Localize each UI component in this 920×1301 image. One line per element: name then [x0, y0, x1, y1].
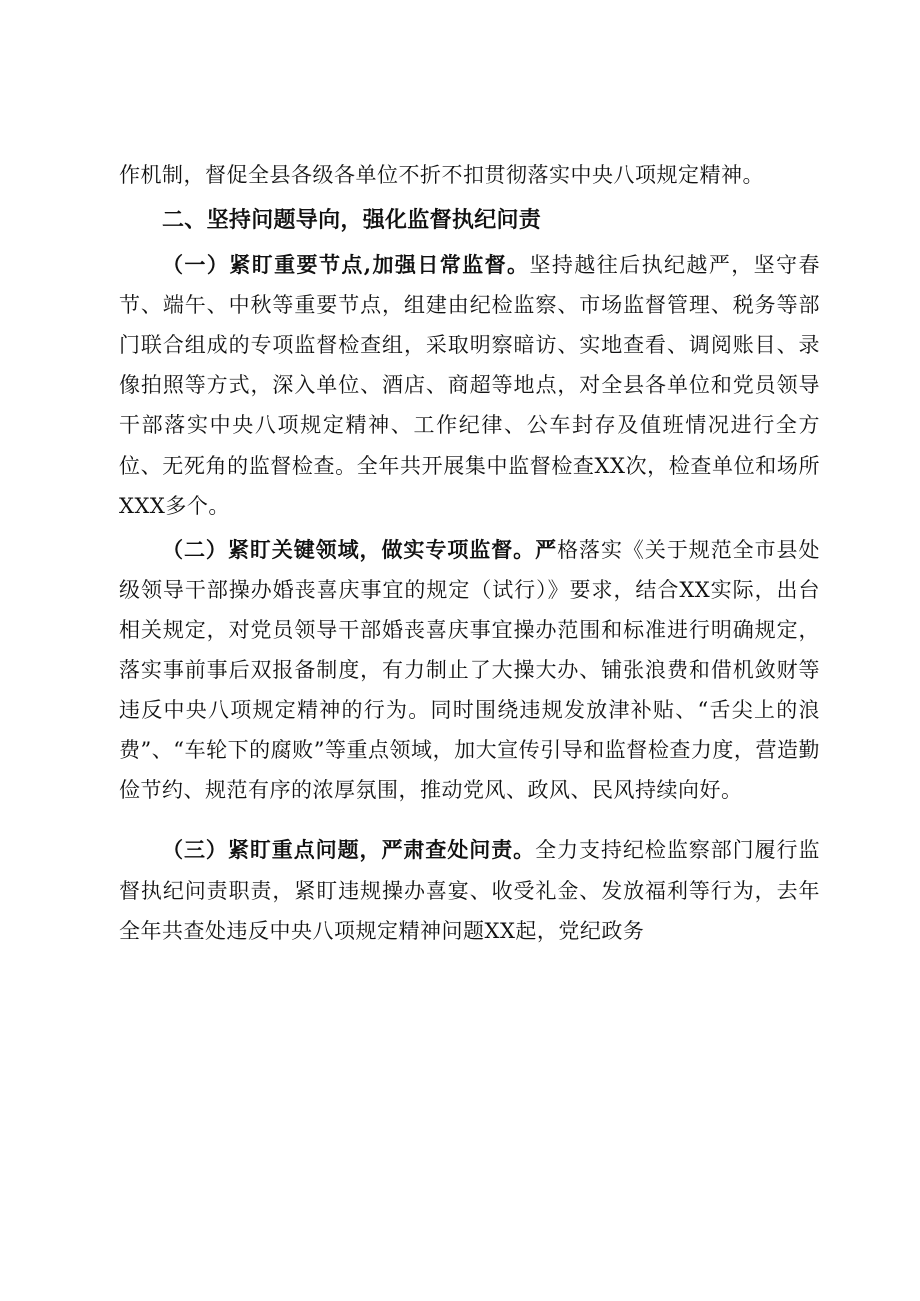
paragraph-2-lead: （二）紧盯关键领域，做实专项监督。严 [162, 536, 558, 562]
paragraph-3 [119, 830, 820, 950]
paragraph-2-body: 格落实《关于规范全市县处级领导干部操办婚丧喜庆事宜的规定（试行）》要求，结合XX实际，出台相关规定，对党员领导干部婚丧喜庆事宜操办范围和标准进行明确规定，落实事前事后双报备制度，有力制止了大操大办、铺张浪费和借机敛财等违反中央八项规定精神的行为。同时围绕违规发放津补贴、“舌尖上的浪费”、“车轮下的腐败”等重点领域，加大宣传引导和监督检查力度，营造勤俭节约、规范有序的浓厚氛围，推动党风、政风、民风持续向好。 [119, 537, 821, 803]
continuation-paragraph [119, 155, 820, 195]
paragraph-1 [119, 245, 820, 526]
section-heading: 二、坚持问题导向，强化监督执纪问责 [162, 208, 542, 234]
paragraph-1-lead: （一）紧盯重要节点,加强日常监督。 [162, 252, 530, 278]
paragraph-2 [119, 530, 820, 811]
continuation-text: 作机制，督促全县各级各单位不折不扣贯彻落实中央八项规定精神。 [119, 163, 764, 187]
paragraph-1-body: 坚持越往后执纪越严，坚守春节、端午、中秋等重要节点，组建由纪检监察、市场监督管理、税务等部门联合组成的专项监督检查组，采取明察暗访、实地查看、调阅账目、录像拍照等方式，深入单位、酒店、商超等地点，对全县各单位和党员领导干部落实中央八项规定精神、工作纪律、公车封存及值班情况进行全方位、无死角的监督检查。全年共开展集中监督检查XX次，检查单位和场所XXX多个。 [119, 253, 821, 518]
paragraph-3-body: 全力支持纪检监察部门履行监督执纪问责职责，紧盯违规操办喜宴、收受礼金、发放福利等行为，去年全年共查处违反中央八项规定精神问题XX起，党纪政务 [119, 838, 821, 943]
paragraph-3-lead: （三）紧盯重点问题，严肃查处问责。 [162, 837, 536, 863]
